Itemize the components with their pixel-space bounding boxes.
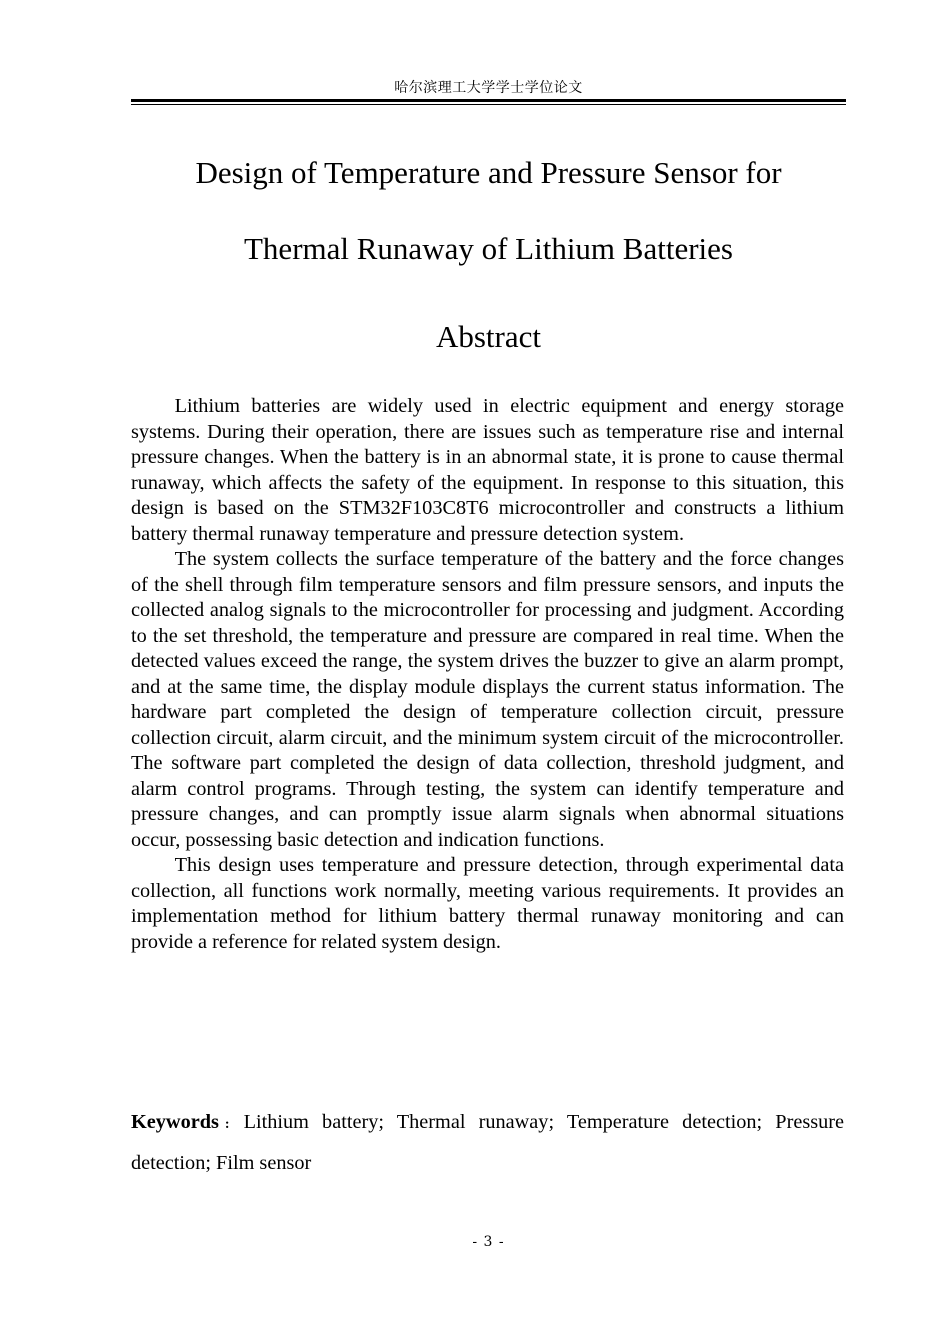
title-line-1: Design of Temperature and Pressure Sensor for — [195, 155, 782, 190]
keywords-separator: : — [224, 1117, 230, 1132]
abstract-paragraph-2: The system collects the surface temperature of the battery and the force changes of the shell through film temperature sensors and film pressure sensors, and inputs the collected analog signals to the microcontroller for processing and judgment. According to the set threshold, the temperature and pressure are compared in real time. When the detected values exceed the range, the system drives the buzzer to give an alarm prompt, and at the same time, the display module displays the current status information. The hardware part completed the design of temperature collection circuit, pressure collection circuit, alarm circuit, and the minimum system circuit of the microcontroller. The software part completed the design of data collection, threshold judgment, and alarm control programs. Through testing, the system can identify temperature and pressure changes, and can promptly issue alarm signals when abnormal situations occur, possessing basic detection and indication functions. — [131, 548, 844, 851]
abstract-paragraph-3: This design uses temperature and pressure detection, through experimental data collection, all functions work normally, meeting various requirements. It provides an implementation method for lithium battery thermal runaway monitoring and can provide a reference for related system design. — [131, 854, 844, 953]
title-line-2: Thermal Runaway of Lithium Batteries — [244, 231, 733, 266]
header-rule-thin — [131, 104, 846, 105]
keywords-label: Keywords — [131, 1111, 219, 1133]
keywords-text: Lithium battery; Thermal runaway; Temperature detection; Pressure detection; Film sensor — [131, 1111, 844, 1174]
page-number: - 3 - — [472, 1234, 505, 1250]
abstract-heading: Abstract — [435, 319, 542, 354]
abstract-body — [131, 394, 844, 955]
keywords-block — [131, 1103, 844, 1182]
paper-title — [131, 152, 846, 304]
header-rule-thick — [131, 99, 846, 102]
running-header: 哈尔滨理工大学学士学位论文 — [394, 80, 583, 96]
abstract-paragraph-1: Lithium batteries are widely used in electric equipment and energy storage systems. During their operation, there are issues such as temperature rise and internal pressure changes. When the battery is in an abnormal state, it is prone to cause thermal runaway, which affects the safety of the equipment. In response to this situation, this design is based on the STM32F103C8T6 microcontroller and constructs a lithium battery thermal runaway temperature and pressure detection system. — [131, 395, 844, 545]
